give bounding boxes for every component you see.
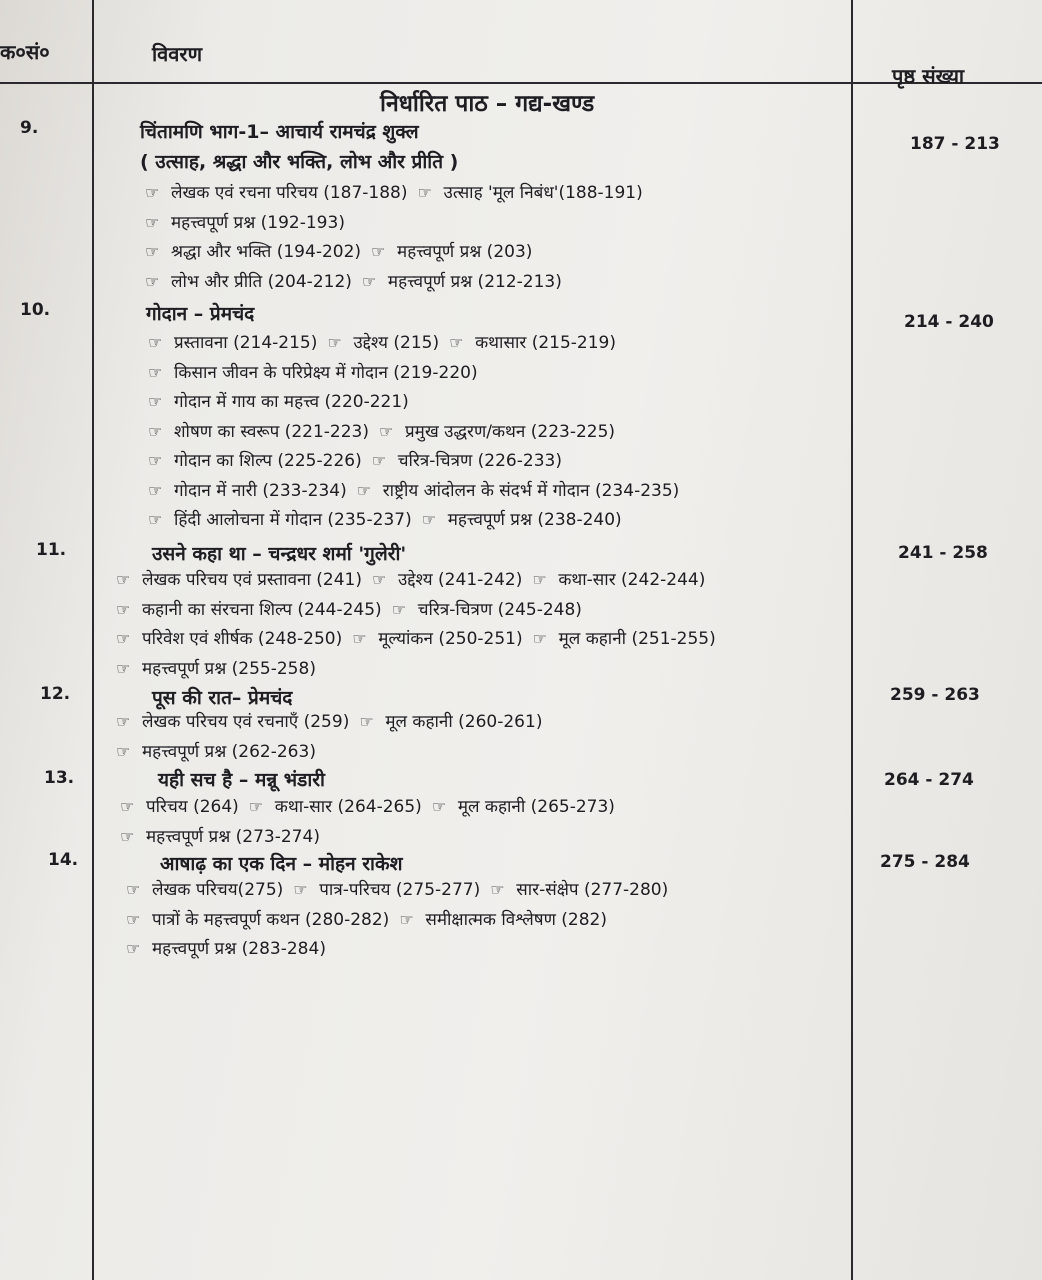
pointing-hand-icon: ☞ [148,451,163,470]
topic-row [145,239,532,265]
pointing-hand-icon: ☞ [148,421,163,441]
entry-subtitle: ( उत्साह, श्रद्धा और भक्ति, लोभ और प्रीति ) [140,151,459,173]
topic-item: श्रद्धा और भक्ति (194-202) [171,242,362,262]
topic-row [126,907,607,933]
topic-item: मूल कहानी (251-255) [558,629,716,649]
topic-item: उद्देश्य (215) [353,333,440,353]
pointing-hand-icon: ☞ [120,797,135,816]
pointing-hand-icon: ☞ [399,909,414,929]
pointing-hand-icon: ☞ [248,797,264,816]
pointing-hand-icon: ☞ [148,392,163,411]
pointing-hand-icon: ☞ [532,629,547,648]
topic-item: महत्त्वपूर्ण प्रश्न (238-240) [447,510,622,530]
topic-row [120,824,320,850]
topic-row [145,269,562,295]
pointing-hand-icon: ☞ [116,599,131,619]
topic-item: महत्त्वपूर्ण प्रश्न (273-274) [146,826,320,847]
pointing-hand-icon: ☞ [371,451,387,470]
pointing-hand-icon: ☞ [352,629,367,648]
topic-item: प्रस्तावना (214-215) [174,333,318,353]
pointing-hand-icon: ☞ [327,333,342,352]
pointing-hand-icon: ☞ [148,480,163,500]
topic-item: चरित्र-चित्रण (245-248) [417,599,582,620]
entry-page-range: 275 - 284 [880,852,970,872]
topic-item: महत्त्वपूर्ण प्रश्न (212-213) [387,271,562,292]
entry-page-range: 259 - 263 [890,685,980,705]
topic-item: लेखक एवं रचना परिचय (187-188) [171,183,408,203]
topic-item: मूल कहानी (265-273) [457,797,615,817]
topic-item: गोदान में गाय का महत्त्व (220-221) [174,392,409,412]
pointing-hand-icon: ☞ [361,271,377,291]
topic-row [145,180,643,206]
pointing-hand-icon: ☞ [421,510,437,529]
pointing-hand-icon: ☞ [449,333,464,352]
pointing-hand-icon: ☞ [145,271,160,291]
topic-item: कथासार (215-219) [475,333,616,353]
topic-item: पात्रों के महत्त्वपूर्ण कथन (280-282) [152,909,390,930]
entry-serial-number: 11. [36,540,67,560]
entry-page-range: 187 - 213 [910,134,1000,154]
entry-page-range: 264 - 274 [884,770,974,790]
entry-serial-number: 12. [40,684,71,704]
entry-title: पूस की रात– प्रेमचंद [152,687,293,709]
pointing-hand-icon: ☞ [356,480,372,500]
pointing-hand-icon: ☞ [116,570,131,589]
topic-item: महत्त्वपूर्ण प्रश्न (255-258) [142,658,316,679]
pointing-hand-icon: ☞ [126,939,141,958]
topic-item: लेखक परिचय एवं रचनाएँ (259) [142,712,350,732]
topic-item: महत्त्वपूर्ण प्रश्न (203) [397,242,533,262]
pointing-hand-icon: ☞ [293,880,308,899]
topic-item: कथा-सार (242-244) [558,570,706,590]
pointing-hand-icon: ☞ [391,599,407,619]
entry-title: उसने कहा था – चन्द्रधर शर्मा 'गुलेरी' [152,543,407,565]
pointing-hand-icon: ☞ [532,570,547,589]
topic-row [116,567,705,593]
topic-item: मूल कहानी (260-261) [385,712,543,732]
pointing-hand-icon: ☞ [372,570,387,589]
topic-item: किसान जीवन के परिप्रेक्ष्य में गोदान (219-220) [174,362,478,383]
topic-item: सार-संक्षेप (277-280) [516,880,669,900]
topic-item: परिचय (264) [146,797,239,817]
pointing-hand-icon: ☞ [417,183,432,202]
header-description: विवरण [152,42,203,66]
entry-title: गोदान – प्रेमचंद [146,303,255,325]
topic-item: राष्ट्रीय आंदोलन के संदर्भ में गोदान (234-235) [382,480,680,501]
pointing-hand-icon: ☞ [148,362,163,382]
topic-item: महत्त्वपूर्ण प्रश्न (192-193) [171,212,345,233]
entry-page-range: 214 - 240 [904,312,994,332]
entry-title: आषाढ़ का एक दिन – मोहन राकेश [160,853,403,875]
topic-item: कथा-सार (264-265) [274,797,422,817]
topic-row [116,597,582,623]
topic-row [116,626,716,652]
entry-serial-number: 14. [48,850,79,870]
topic-item: हिंदी आलोचना में गोदान (235-237) [174,510,412,530]
topic-row [126,877,668,903]
topic-row [116,709,542,735]
pointing-hand-icon: ☞ [116,629,131,648]
topic-row [148,330,616,356]
topic-item: महत्त्वपूर्ण प्रश्न (262-263) [142,741,316,762]
topic-item: लेखक परिचय एवं प्रस्तावना (241) [142,570,363,590]
pointing-hand-icon: ☞ [126,880,141,899]
pointing-hand-icon: ☞ [148,510,163,529]
topic-row [145,210,345,236]
header-rule [0,82,1042,84]
column-divider-sno [92,0,94,1280]
topic-row [126,936,326,962]
pointing-hand-icon: ☞ [431,797,447,816]
topic-item: उद्देश्य (241-242) [398,570,523,590]
section-title: निर्धारित पाठ – गद्य-खण्ड [380,91,595,117]
topic-item: गोदान का शिल्प (225-226) [174,451,362,471]
entry-title: यही सच है – मन्नू भंडारी [158,769,325,791]
pointing-hand-icon: ☞ [145,183,160,202]
topic-item: चरित्र-चित्रण (226-233) [397,451,562,471]
pointing-hand-icon: ☞ [145,242,160,261]
topic-item: कहानी का संरचना शिल्प (244-245) [142,599,382,620]
topic-row [148,419,615,445]
topic-item: उत्साह 'मूल निबंध'(188-191) [443,183,643,203]
topic-item: लोभ और प्रीति (204-212) [171,271,352,292]
topic-row [148,448,562,474]
pointing-hand-icon: ☞ [116,741,131,761]
topic-item: परिवेश एवं शीर्षक (248-250) [142,629,343,649]
topic-item: पात्र-परिचय (275-277) [319,880,481,900]
pointing-hand-icon: ☞ [378,421,394,441]
header-sno: क०सं० [0,40,50,64]
topic-item: गोदान में नारी (233-234) [174,480,347,501]
topic-row [148,360,478,386]
pointing-hand-icon: ☞ [490,880,505,899]
topic-item: समीक्षात्मक विश्लेषण (282) [425,909,608,930]
topic-row [116,656,316,682]
pointing-hand-icon: ☞ [359,712,374,731]
entry-page-range: 241 - 258 [898,543,988,563]
pointing-hand-icon: ☞ [148,333,163,352]
topic-item: प्रमुख उद्धरण/कथन (223-225) [404,421,616,442]
topic-item: महत्त्वपूर्ण प्रश्न (283-284) [152,939,326,959]
pointing-hand-icon: ☞ [116,658,131,678]
topic-row [148,507,622,533]
entry-serial-number: 9. [20,118,39,138]
topic-item: मूल्यांकन (250-251) [378,629,523,649]
topic-row [148,389,409,415]
entry-title: चिंतामणि भाग-1– आचार्य रामचंद्र शुक्ल [140,121,419,143]
topic-row [120,794,615,820]
topic-item: लेखक परिचय(275) [152,880,284,900]
topic-row [148,478,679,504]
pointing-hand-icon: ☞ [145,212,160,232]
topic-item: शोषण का स्वरूप (221-223) [174,421,369,442]
column-divider-pages [851,0,853,1280]
header-page-number: पृष्ठ संख्या [892,64,965,88]
topic-row [116,739,316,765]
pointing-hand-icon: ☞ [116,712,131,731]
entry-serial-number: 13. [44,768,75,788]
pointing-hand-icon: ☞ [120,826,135,846]
pointing-hand-icon: ☞ [371,242,386,261]
entry-serial-number: 10. [20,300,51,320]
pointing-hand-icon: ☞ [126,909,141,929]
